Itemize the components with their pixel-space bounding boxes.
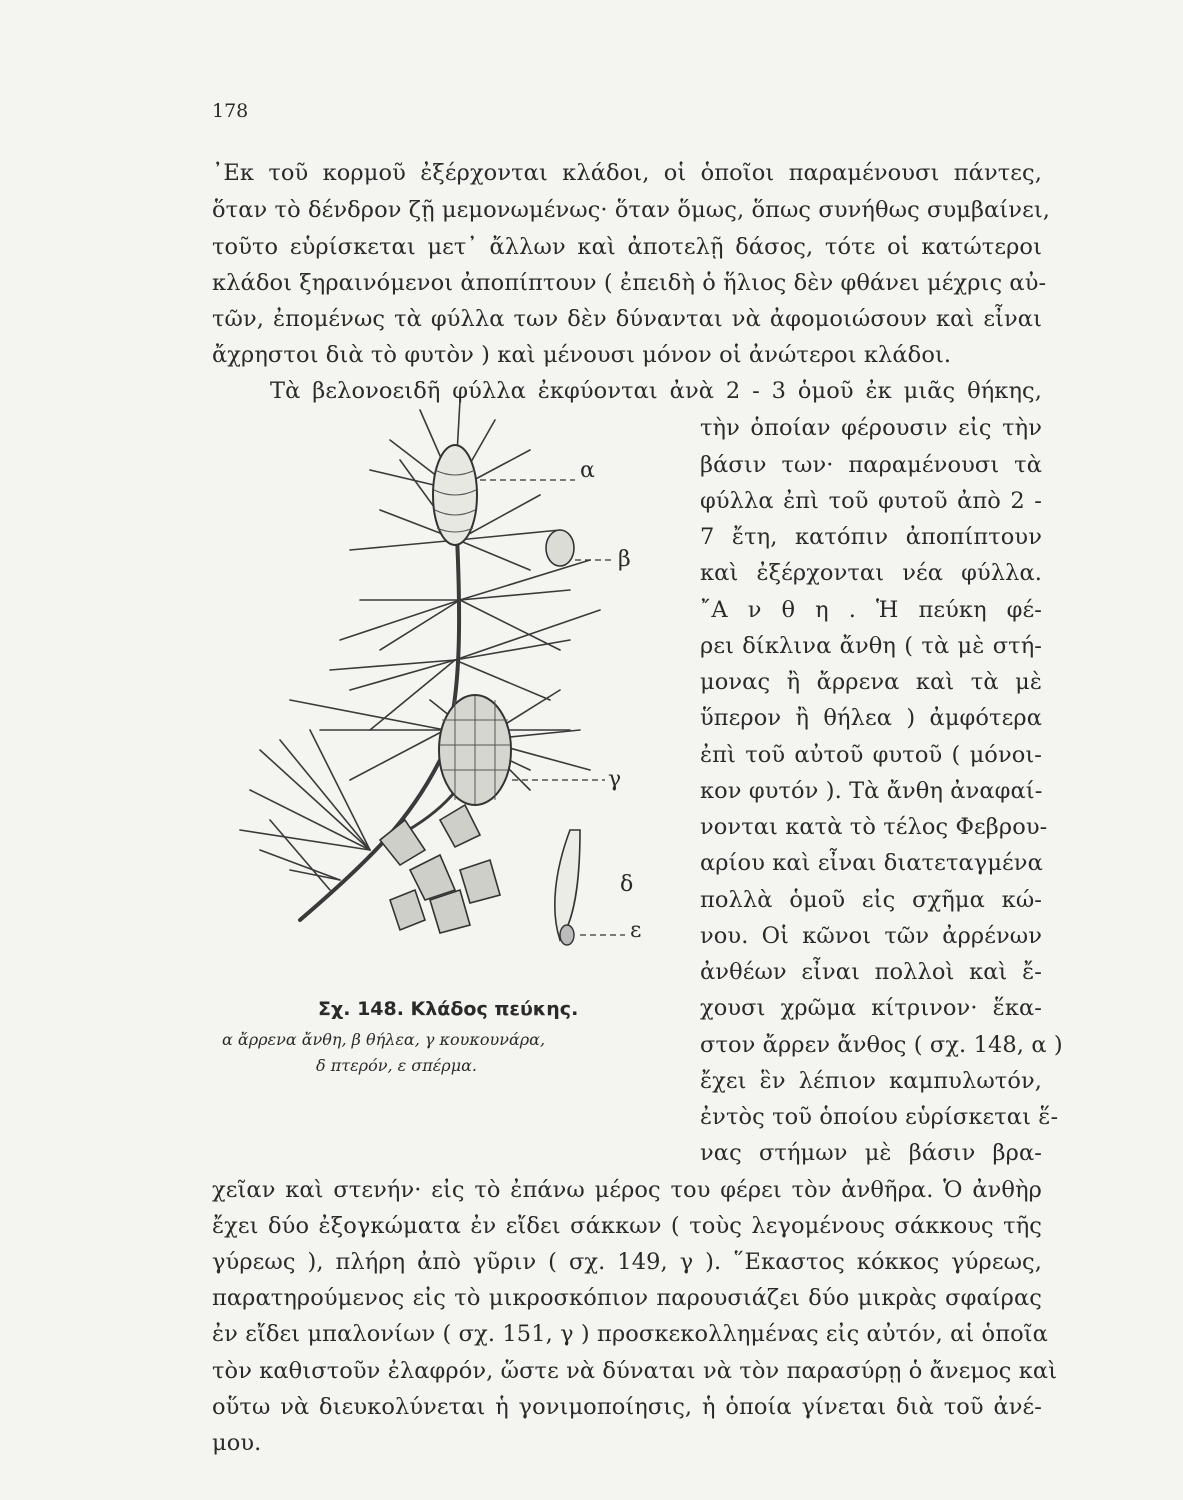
- text-line: ᾿Εκ τοῦ κορμοῦ ἐξέρχονται κλάδοι, οἱ ὁποῖοι παραμένουσι πάντες,: [212, 160, 1042, 186]
- text-line: οὕτω νὰ διευκολύνεται ἡ γονιμοποίησις, ἡ ὁποία γίνεται διὰ τοῦ ἀνέ-: [212, 1394, 1042, 1420]
- text-line: ἄχρηστοι διὰ τὸ φυτὸν ) καὶ μένουσι μόνον οἱ ἀνώτεροι κλάδοι.: [212, 342, 952, 368]
- text-line: παρατηρούμενος εἰς τὸ μικροσκόπιον παρουσιάζει δύο μικρὰς σφαίρας: [212, 1285, 1042, 1311]
- text-line: καὶ ἐξέρχονται νέα φύλλα.: [700, 560, 1042, 586]
- text-line: κον φυτόν ). Τὰ ἄνθη ἀναφαί-: [700, 778, 1043, 804]
- text-line: ὅταν τὸ δένδρον ζῇ μεμονωμένως· ὅταν ὅμως, ὅπως συνήθως συμβαίνει,: [212, 197, 1051, 223]
- text-line: γύρεως ), πλήρη ἀπὸ γῦριν ( σχ. 149, γ ). ῞Εκαστος κόκκος γύρεως,: [212, 1249, 1042, 1275]
- text-line: ἔχει δύο ἐξογκώματα ἐν εἴδει σάκκων ( τοὺς λεγομένους σάκκους τῆς: [212, 1213, 1042, 1239]
- figure-caption-title: Σχ. 148. Κλάδος πεύκης.: [318, 998, 579, 1020]
- text-line: ἐντὸς τοῦ ὁποίου εὑρίσκεται ἕ-: [700, 1104, 1059, 1130]
- figure-label-delta: δ: [620, 872, 634, 897]
- text-line: πολλὰ ὁμοῦ εἰς σχῆμα κώ-: [700, 887, 1042, 913]
- text-line: τὸν καθιστοῦν ἐλαφρόν, ὥστε νὰ δύναται νὰ τὸν παρασύρῃ ὁ ἄνεμος καὶ: [212, 1358, 1058, 1384]
- text-line: 7 ἔτη, κατόπιν ἀποπίπτουν: [700, 524, 1042, 550]
- figure-label-beta: β: [618, 547, 631, 572]
- text-line: ἔχει ἓν λέπιον καμπυλωτόν,: [700, 1068, 1042, 1094]
- text-line: τοῦτο εὑρίσκεται μετ᾿ ἄλλων καὶ ἀποτελῇ δάσος, τότε οἱ κατώτεροι: [212, 234, 1042, 260]
- page-number: 178: [212, 100, 249, 122]
- text-line: νου. Οἱ κῶνοι τῶν ἀρρένων: [700, 923, 1042, 949]
- section-heading-line: ῎Α ν θ η . Ἡ πεύκη φέ-: [700, 597, 1042, 623]
- figure-label-alpha: α: [580, 458, 595, 483]
- text-line: τὴν ὁποίαν φέρουσιν εἰς τὴν: [700, 415, 1042, 441]
- text-line: ἐν εἴδει μπαλονίων ( σχ. 151, γ ) προσκεκολλημένας εἰς αὐτόν, αἱ ὁποῖα: [212, 1321, 1048, 1347]
- text-line: ἐπὶ τοῦ αὐτοῦ φυτοῦ ( μόνοι-: [700, 742, 1042, 768]
- figure-caption-line: δ πτερόν, ε σπέρμα.: [316, 1056, 477, 1075]
- text-line: ἀνθέων εἶναι πολλοὶ καὶ ἔ-: [700, 959, 1042, 985]
- figure-caption-line: α ἄρρενα ἄνθη, β θήλεα, γ κουκουνάρα,: [222, 1030, 546, 1049]
- text-line: αρίου καὶ εἶναι διατεταγμένα: [700, 850, 1043, 876]
- figure-label-gamma: γ: [608, 767, 622, 792]
- text-line: βάσιν των· παραμένουσι τὰ: [700, 452, 1042, 478]
- text-line: ρει δίκλινα ἄνθη ( τὰ μὲ στή-: [700, 633, 1042, 659]
- text-line: ὕπερον ἢ θήλεα ) ἀμφότερα: [700, 705, 1042, 731]
- text-line: Τὰ βελονοειδῆ φύλλα ἐκφύονται ἀνὰ 2 - 3 ὁμοῦ ἐκ μιᾶς θήκης,: [270, 378, 1042, 404]
- text-line: τῶν, ἐπομένως τὰ φύλλα των δὲν δύνανται νὰ ἀφομοιώσουν καὶ εἶναι: [212, 306, 1042, 332]
- text-line: μου.: [212, 1430, 262, 1456]
- figure-label-epsilon: ε: [630, 918, 642, 943]
- text-line: χουσι χρῶμα κίτρινον· ἕκα-: [700, 995, 1042, 1021]
- text-line: κλάδοι ξηραινόμενοι ἀποπίπτουν ( ἐπειδὴ ὁ ἥλιος δὲν φθάνει μέχρις αὐ-: [212, 270, 1047, 296]
- text-line: χεῖαν καὶ στενήν· εἰς τὸ ἐπάνω μέρος του φέρει τὸν ἀνθῆρα. Ὁ ἀνθὴρ: [212, 1177, 1042, 1203]
- text-line: μονας ἢ ἄρρενα καὶ τὰ μὲ: [700, 669, 1042, 695]
- text-line: νας στήμων μὲ βάσιν βρα-: [700, 1140, 1042, 1166]
- text-line: φύλλα ἐπὶ τοῦ φυτοῦ ἀπὸ 2 -: [700, 488, 1042, 514]
- text-line: νονται κατὰ τὸ τέλος Φεβρου-: [700, 814, 1048, 840]
- text-line: στον ἄρρεν ἄνθος ( σχ. 148, α ): [700, 1032, 1063, 1058]
- pine-branch-illustration: [230, 400, 700, 990]
